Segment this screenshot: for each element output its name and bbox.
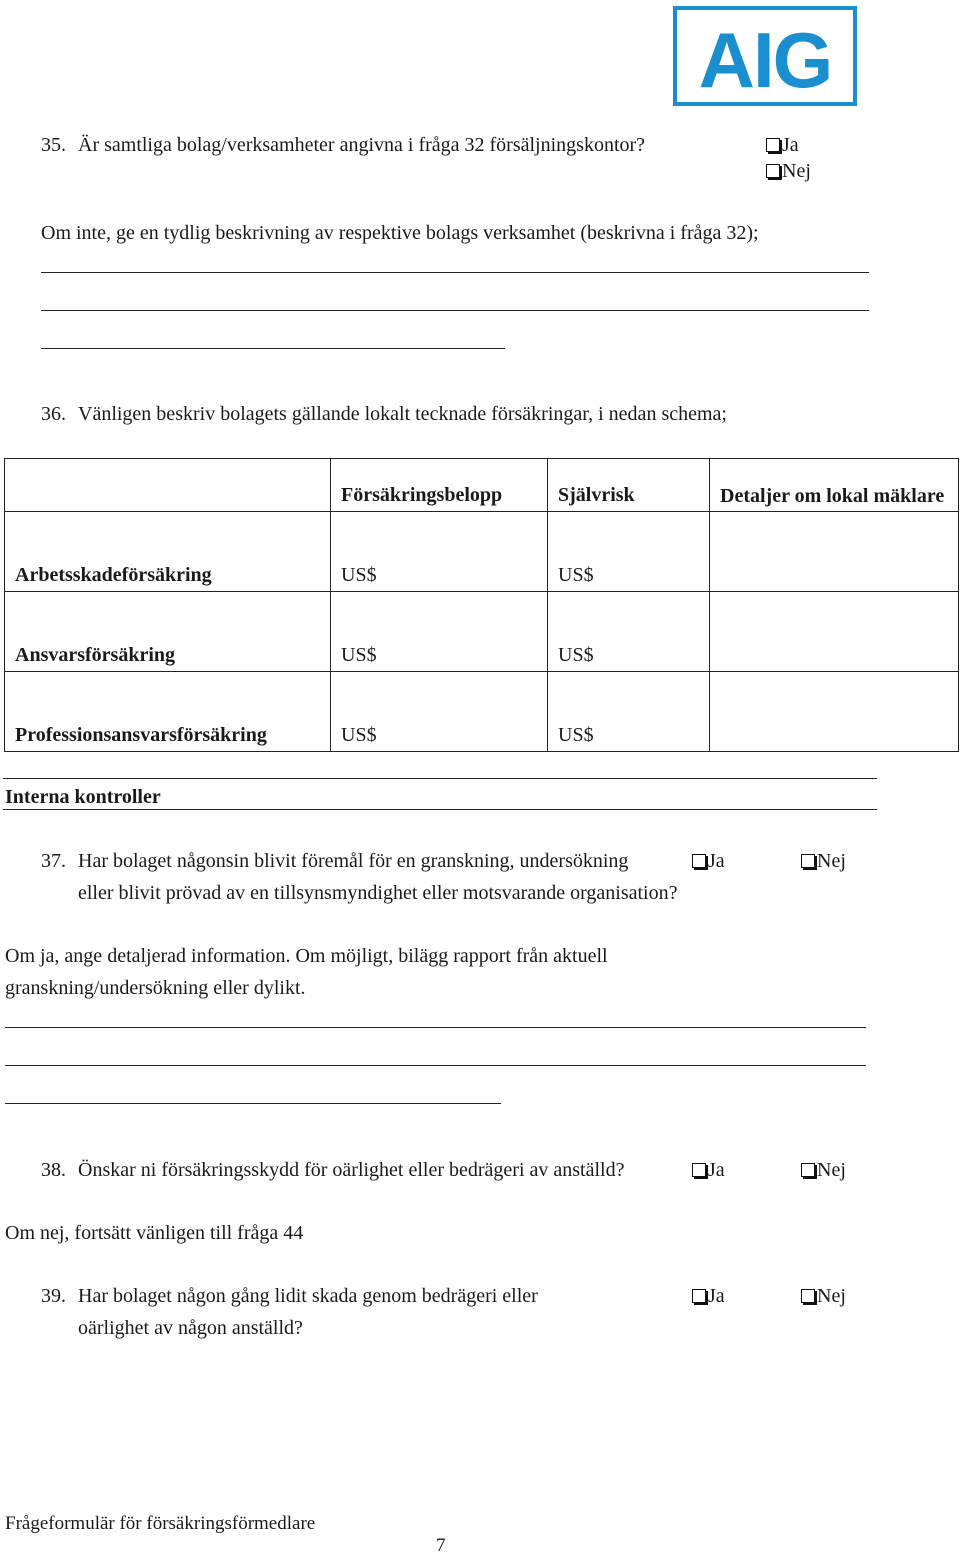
q39-line1: Har bolaget någon gång lidit skada genom bedrägeri eller bbox=[78, 1285, 538, 1307]
aig-logo bbox=[673, 6, 857, 106]
table-row bbox=[5, 512, 959, 592]
page-number: 7 bbox=[436, 1535, 446, 1556]
table-header-amount: Försäkringsbelopp bbox=[331, 459, 548, 512]
q38-yes-label: Ja bbox=[708, 1159, 725, 1181]
amount-cell[interactable]: US$ bbox=[331, 512, 548, 592]
q35-answer-line-2[interactable] bbox=[41, 310, 869, 311]
row-label: Arbetsskadeförsäkring bbox=[5, 512, 331, 592]
footer-title: Frågeformulär för försäkringsförmedlare bbox=[5, 1513, 316, 1534]
q35-no-label: Nej bbox=[782, 160, 811, 182]
q37-no-label: Nej bbox=[817, 850, 846, 872]
checkbox-icon[interactable] bbox=[766, 138, 780, 152]
checkbox-icon[interactable] bbox=[801, 1163, 815, 1177]
q38-no-option[interactable] bbox=[801, 1158, 846, 1182]
q35-number: 35. bbox=[41, 134, 66, 156]
q37-line1: Har bolaget någonsin blivit föremål för en granskning, undersökning bbox=[78, 850, 629, 872]
q36-number: 36. bbox=[41, 403, 66, 425]
q39-yes-option[interactable] bbox=[692, 1284, 725, 1308]
amount-cell[interactable]: US$ bbox=[331, 592, 548, 672]
q37-yes-option[interactable] bbox=[692, 849, 725, 873]
q37-followup-line2: granskning/undersökning eller dylikt. bbox=[5, 977, 306, 999]
table-row bbox=[5, 592, 959, 672]
q39-number: 39. bbox=[41, 1285, 66, 1307]
q37-yes-label: Ja bbox=[708, 850, 725, 872]
q35-answer-line-3[interactable] bbox=[41, 348, 505, 349]
q37-line2: eller blivit prövad av en tillsynsmyndighet eller motsvarande organisation? bbox=[78, 882, 678, 904]
q37-followup-line1: Om ja, ange detaljerad information. Om möjligt, bilägg rapport från aktuell bbox=[5, 945, 608, 967]
q35-no-option[interactable] bbox=[766, 159, 811, 183]
q37-no-option[interactable] bbox=[801, 849, 846, 873]
table-row bbox=[5, 672, 959, 752]
section-title: Interna kontroller bbox=[5, 786, 161, 808]
q35-answer-line-1[interactable] bbox=[41, 272, 869, 273]
deductible-cell[interactable]: US$ bbox=[548, 512, 710, 592]
section-divider-top bbox=[3, 778, 877, 779]
table-header-deductible: Självrisk bbox=[548, 459, 710, 512]
q39-no-label: Nej bbox=[817, 1285, 846, 1307]
checkbox-icon[interactable] bbox=[692, 1289, 706, 1303]
q35-followup: Om inte, ge en tydlig beskrivning av respektive bolags verksamhet (beskrivna i fråga 32); bbox=[41, 222, 759, 244]
checkbox-icon[interactable] bbox=[766, 164, 780, 178]
table-header-empty bbox=[5, 459, 331, 512]
q37-answer-line-1[interactable] bbox=[5, 1027, 866, 1028]
checkbox-icon[interactable] bbox=[692, 1163, 706, 1177]
row-label: Professionsansvarsförsäkring bbox=[5, 672, 331, 752]
q39-line2: oärlighet av någon anställd? bbox=[78, 1317, 303, 1339]
q36-text: Vänligen beskriv bolagets gällande lokalt tecknade försäkringar, i nedan schema; bbox=[78, 403, 727, 425]
aig-logo-text: AIG bbox=[698, 16, 832, 102]
checkbox-icon[interactable] bbox=[801, 1289, 815, 1303]
aig-logo-mark bbox=[677, 10, 853, 102]
deductible-cell[interactable]: US$ bbox=[548, 672, 710, 752]
q38-number: 38. bbox=[41, 1159, 66, 1181]
broker-cell[interactable] bbox=[710, 512, 959, 592]
q35-text: Är samtliga bolag/verksamheter angivna i fråga 32 försäljningskontor? bbox=[78, 134, 646, 156]
table-header-broker: Detaljer om lokal mäklare bbox=[710, 459, 959, 512]
broker-cell[interactable] bbox=[710, 672, 959, 752]
q39-no-option[interactable] bbox=[801, 1284, 846, 1308]
q37-number: 37. bbox=[41, 850, 66, 872]
q38-followup: Om nej, fortsätt vänligen till fråga 44 bbox=[5, 1222, 304, 1244]
row-label: Ansvarsförsäkring bbox=[5, 592, 331, 672]
insurance-table bbox=[4, 458, 959, 752]
q37-answer-line-3[interactable] bbox=[5, 1103, 501, 1104]
q38-text: Önskar ni försäkringsskydd för oärlighet eller bedrägeri av anställd? bbox=[78, 1159, 625, 1181]
table-header-row bbox=[5, 459, 959, 512]
q37-answer-line-2[interactable] bbox=[5, 1065, 866, 1066]
section-divider-bottom bbox=[3, 809, 877, 810]
broker-cell[interactable] bbox=[710, 592, 959, 672]
q35-yes-option[interactable] bbox=[766, 133, 799, 157]
q38-no-label: Nej bbox=[817, 1159, 846, 1181]
q35-yes-label: Ja bbox=[782, 134, 799, 156]
deductible-cell[interactable]: US$ bbox=[548, 592, 710, 672]
q39-yes-label: Ja bbox=[708, 1285, 725, 1307]
checkbox-icon[interactable] bbox=[801, 854, 815, 868]
amount-cell[interactable]: US$ bbox=[331, 672, 548, 752]
q38-yes-option[interactable] bbox=[692, 1158, 725, 1182]
checkbox-icon[interactable] bbox=[692, 854, 706, 868]
